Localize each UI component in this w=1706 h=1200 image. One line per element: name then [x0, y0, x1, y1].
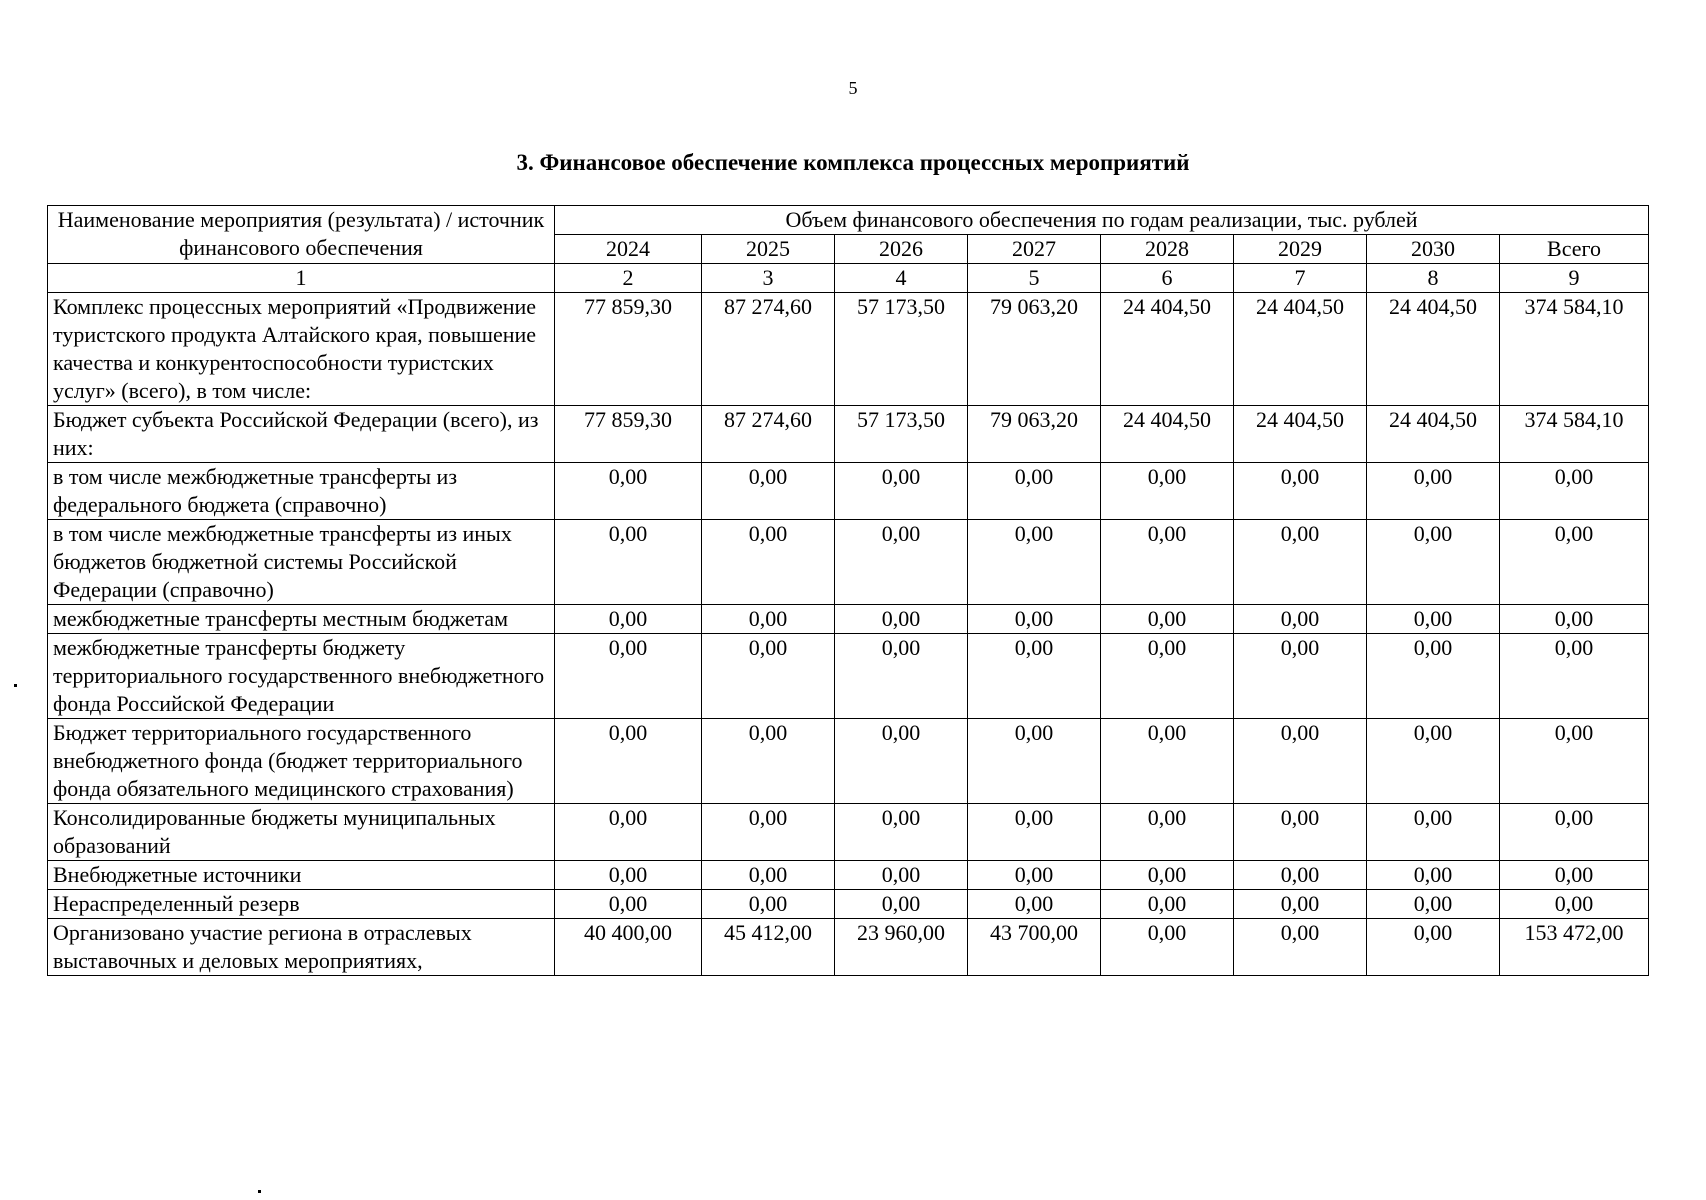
table-row [48, 719, 1649, 804]
value-cell: 79 063,20 [968, 293, 1101, 406]
value-cell: 87 274,60 [702, 293, 835, 406]
year-header: 2029 [1234, 235, 1367, 264]
column-number: 7 [1234, 264, 1367, 293]
value-cell: 0,00 [555, 890, 702, 919]
value-cell: 0,00 [702, 719, 835, 804]
value-cell: 0,00 [702, 861, 835, 890]
column-number: 4 [835, 264, 968, 293]
value-cell: 40 400,00 [555, 919, 702, 976]
value-cell: 0,00 [1367, 605, 1500, 634]
total-cell: 0,00 [1500, 890, 1649, 919]
table-row [48, 406, 1649, 463]
value-cell: 0,00 [555, 804, 702, 861]
value-cell: 0,00 [835, 463, 968, 520]
value-cell: 0,00 [702, 520, 835, 605]
row-name: Бюджет субъекта Российской Федерации (всего), из них: [48, 406, 555, 463]
value-cell: 0,00 [835, 520, 968, 605]
column-number: 1 [48, 264, 555, 293]
total-cell: 0,00 [1500, 719, 1649, 804]
value-cell: 0,00 [555, 719, 702, 804]
row-name: Внебюджетные источники [48, 861, 555, 890]
value-cell: 0,00 [1234, 634, 1367, 719]
value-cell: 0,00 [835, 719, 968, 804]
value-cell: 0,00 [1234, 719, 1367, 804]
value-cell: 0,00 [1367, 861, 1500, 890]
value-cell: 0,00 [968, 520, 1101, 605]
value-cell: 0,00 [968, 634, 1101, 719]
value-cell: 0,00 [1101, 605, 1234, 634]
value-cell: 24 404,50 [1101, 406, 1234, 463]
value-cell: 0,00 [1101, 463, 1234, 520]
column-number: 2 [555, 264, 702, 293]
column-number: 3 [702, 264, 835, 293]
value-cell: 57 173,50 [835, 293, 968, 406]
value-cell: 0,00 [1367, 919, 1500, 976]
total-cell: 153 472,00 [1500, 919, 1649, 976]
value-cell: 0,00 [835, 861, 968, 890]
scan-speck [14, 684, 17, 687]
value-cell: 0,00 [835, 890, 968, 919]
value-cell: 24 404,50 [1367, 406, 1500, 463]
year-header: 2024 [555, 235, 702, 264]
value-cell: 0,00 [1101, 520, 1234, 605]
total-cell: 374 584,10 [1500, 406, 1649, 463]
value-cell: 0,00 [702, 804, 835, 861]
value-cell: 43 700,00 [968, 919, 1101, 976]
year-header: 2026 [835, 235, 968, 264]
page-number: 5 [848, 78, 858, 98]
value-cell: 0,00 [702, 605, 835, 634]
document-title: 3. Финансовое обеспечение комплекса процессных мероприятий [516, 150, 1190, 175]
value-cell: 0,00 [968, 890, 1101, 919]
value-cell: 0,00 [968, 605, 1101, 634]
value-cell: 0,00 [1101, 890, 1234, 919]
value-cell: 0,00 [1234, 463, 1367, 520]
value-cell: 0,00 [1367, 804, 1500, 861]
column-number: 6 [1101, 264, 1234, 293]
value-cell: 0,00 [1101, 719, 1234, 804]
value-cell: 0,00 [1234, 919, 1367, 976]
value-cell: 0,00 [555, 634, 702, 719]
row-name: Комплекс процессных мероприятий «Продвижение туристского продукта Алтайского края, повышение качества и конкурентоспособности туристских услуг» (всего), в том числе: [48, 293, 555, 406]
value-cell: 0,00 [835, 605, 968, 634]
value-cell: 0,00 [835, 804, 968, 861]
total-cell: 0,00 [1500, 634, 1649, 719]
column-number: 8 [1367, 264, 1500, 293]
table-row [48, 463, 1649, 520]
total-cell: 0,00 [1500, 861, 1649, 890]
row-name: Консолидированные бюджеты муниципальных образований [48, 804, 555, 861]
total-cell: 0,00 [1500, 463, 1649, 520]
table-row [48, 890, 1649, 919]
value-cell: 77 859,30 [555, 293, 702, 406]
value-cell: 0,00 [555, 861, 702, 890]
table-row [48, 293, 1649, 406]
total-cell: 374 584,10 [1500, 293, 1649, 406]
total-cell: 0,00 [1500, 520, 1649, 605]
value-cell: 57 173,50 [835, 406, 968, 463]
value-cell: 0,00 [1234, 520, 1367, 605]
value-cell: 24 404,50 [1234, 293, 1367, 406]
value-cell: 24 404,50 [1367, 293, 1500, 406]
value-cell: 0,00 [555, 463, 702, 520]
value-cell: 0,00 [968, 719, 1101, 804]
value-cell: 23 960,00 [835, 919, 968, 976]
value-cell: 24 404,50 [1234, 406, 1367, 463]
value-cell: 0,00 [702, 463, 835, 520]
value-cell: 0,00 [1101, 861, 1234, 890]
value-cell: 0,00 [555, 605, 702, 634]
year-header: 2025 [702, 235, 835, 264]
value-cell: 0,00 [835, 634, 968, 719]
value-cell: 0,00 [1234, 804, 1367, 861]
total-cell: 0,00 [1500, 605, 1649, 634]
table-row [48, 804, 1649, 861]
value-cell: 0,00 [1234, 861, 1367, 890]
value-cell: 0,00 [1101, 804, 1234, 861]
column-number: 9 [1500, 264, 1649, 293]
row-name: межбюджетные трансферты бюджету территориального государственного внебюджетного фонда Российской Федерации [48, 634, 555, 719]
row-name: Бюджет территориального государственного внебюджетного фонда (бюджет территориального фонда обязательного медицинского страхования) [48, 719, 555, 804]
row-name: в том числе межбюджетные трансферты из иных бюджетов бюджетной системы Российской Федерации (справочно) [48, 520, 555, 605]
value-cell: 45 412,00 [702, 919, 835, 976]
value-cell: 0,00 [1367, 634, 1500, 719]
value-cell: 77 859,30 [555, 406, 702, 463]
value-cell: 0,00 [1367, 719, 1500, 804]
value-cell: 0,00 [702, 890, 835, 919]
value-cell: 0,00 [1234, 605, 1367, 634]
year-header: 2030 [1367, 235, 1500, 264]
value-cell: 24 404,50 [1101, 293, 1234, 406]
value-cell: 0,00 [1367, 520, 1500, 605]
total-cell: 0,00 [1500, 804, 1649, 861]
value-cell: 0,00 [968, 463, 1101, 520]
row-name: межбюджетные трансферты местным бюджетам [48, 605, 555, 634]
value-cell: 0,00 [968, 861, 1101, 890]
table-row [48, 605, 1649, 634]
scan-speck [258, 1190, 261, 1193]
column-number: 5 [968, 264, 1101, 293]
financing-table [47, 205, 1649, 976]
value-cell: 0,00 [555, 520, 702, 605]
value-cell: 0,00 [968, 804, 1101, 861]
table-row [48, 919, 1649, 976]
table-row [48, 861, 1649, 890]
value-cell: 87 274,60 [702, 406, 835, 463]
value-cell: 79 063,20 [968, 406, 1101, 463]
volume-header: Объем финансового обеспечения по годам реализации, тыс. рублей [555, 206, 1649, 235]
name-column-header: Наименование мероприятия (результата) / источник финансового обеспечения [48, 206, 555, 264]
row-name: Нераспределенный резерв [48, 890, 555, 919]
row-name: в том числе межбюджетные трансферты из федерального бюджета (справочно) [48, 463, 555, 520]
total-header: Всего [1500, 235, 1649, 264]
year-header: 2027 [968, 235, 1101, 264]
table-row [48, 634, 1649, 719]
value-cell: 0,00 [702, 634, 835, 719]
value-cell: 0,00 [1234, 890, 1367, 919]
table-row [48, 520, 1649, 605]
row-name: Организовано участие региона в отраслевых выставочных и деловых мероприятиях, [48, 919, 555, 976]
value-cell: 0,00 [1101, 919, 1234, 976]
column-numbers-row [48, 264, 1649, 293]
value-cell: 0,00 [1367, 463, 1500, 520]
year-header: 2028 [1101, 235, 1234, 264]
value-cell: 0,00 [1367, 890, 1500, 919]
value-cell: 0,00 [1101, 634, 1234, 719]
